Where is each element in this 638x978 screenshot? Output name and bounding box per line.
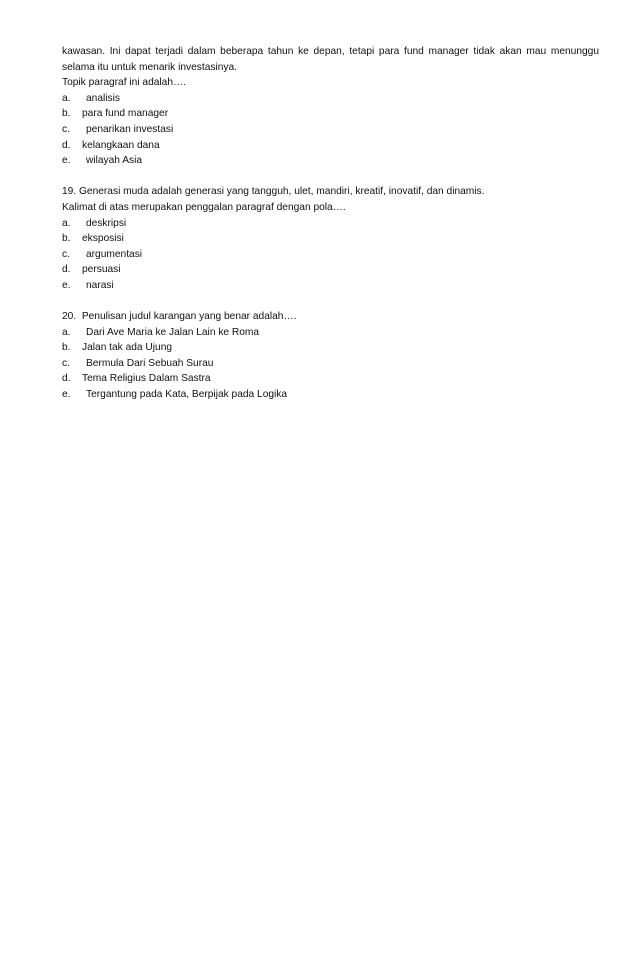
- option-text: penarikan investasi: [86, 123, 174, 135]
- option-letter: b.: [62, 233, 71, 245]
- document-page: [62, 44, 599, 403]
- option-text: Jalan tak ada Ujung: [82, 342, 173, 354]
- question-20-prompt: 20. Penulisan judul karangan yang benar adalah….: [62, 311, 297, 323]
- option-letter: e.: [62, 155, 71, 167]
- option-text: Dari Ave Maria ke Jalan Lain ke Roma: [86, 326, 260, 338]
- option-20-d: [62, 371, 599, 387]
- option-19-e: [62, 278, 599, 294]
- option-text: analisis: [86, 92, 120, 104]
- spacer: [62, 169, 599, 185]
- option-text: wilayah Asia: [86, 155, 143, 167]
- option-letter: d.: [62, 264, 71, 276]
- option-letter: d.: [62, 139, 71, 151]
- option-20-a: [62, 325, 599, 341]
- option-letter: a.: [62, 92, 71, 104]
- option-19-c: [62, 247, 599, 263]
- option-text: para fund manager: [82, 108, 169, 120]
- paragraph-line-2: selama itu untuk menarik investasinya.: [62, 61, 237, 73]
- option-letter: e.: [62, 279, 71, 291]
- option-text: narasi: [86, 279, 114, 291]
- option-letter: b.: [62, 342, 71, 354]
- paragraph-line-1: kawasan. Ini dapat terjadi dalam beberapa tahun ke depan, tetapi para fund manager tidak akan mau menunggu: [62, 46, 599, 57]
- option-letter: c.: [62, 248, 70, 260]
- option-text: argumentasi: [86, 248, 143, 260]
- option-20-e: [62, 387, 599, 403]
- spacer: [62, 294, 599, 310]
- option-19-d: [62, 262, 599, 278]
- option-letter: e.: [62, 389, 71, 401]
- option-text: Tergantung pada Kata, Berpijak pada Logika: [86, 389, 288, 401]
- option-letter: a.: [62, 326, 71, 338]
- option-18-b: [62, 106, 599, 122]
- option-letter: a.: [62, 217, 71, 229]
- option-letter: c.: [62, 123, 70, 135]
- option-18-a: [62, 91, 599, 107]
- question-19-prompt: Kalimat di atas merupakan penggalan paragraf dengan pola….: [62, 201, 346, 213]
- option-letter: b.: [62, 108, 71, 120]
- option-19-a: [62, 216, 599, 232]
- option-20-c: [62, 356, 599, 372]
- option-18-c: [62, 122, 599, 138]
- option-18-d: [62, 138, 599, 154]
- option-text: deskripsi: [86, 217, 127, 229]
- option-text: kelangkaan dana: [82, 139, 160, 151]
- option-19-b: [62, 231, 599, 247]
- option-text: persuasi: [82, 264, 121, 276]
- option-text: Bermula Dari Sebuah Surau: [86, 357, 214, 369]
- option-20-b: [62, 340, 599, 356]
- option-18-e: [62, 153, 599, 169]
- option-text: Tema Religius Dalam Sastra: [82, 373, 211, 385]
- option-letter: d.: [62, 373, 71, 385]
- option-text: eksposisi: [82, 233, 124, 245]
- option-letter: c.: [62, 357, 70, 369]
- question-18-prompt: Topik paragraf ini adalah….: [62, 77, 187, 89]
- question-19-stem: 19. Generasi muda adalah generasi yang tangguh, ulet, mandiri, kreatif, inovatif, dan dinamis.: [62, 186, 485, 198]
